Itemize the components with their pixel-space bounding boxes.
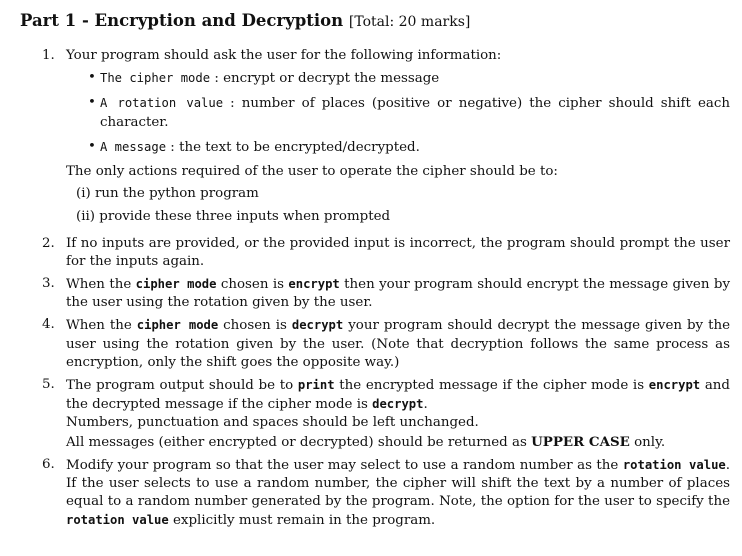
requirement-1 <box>20 47 730 227</box>
bullet-text: : encrypt or decrypt the message <box>210 71 440 87</box>
bullet-rotation-value <box>66 94 730 131</box>
code-term: print <box>297 378 335 393</box>
item-number: 1. <box>42 48 55 63</box>
action-item: (ii) provide these three inputs when prompted <box>76 209 391 225</box>
code-term: cipher mode <box>136 318 219 333</box>
code-term: rotation value <box>622 457 726 472</box>
action-item: (i) run the python program <box>76 186 259 202</box>
item-line <box>66 433 730 452</box>
item-text: explicitly must remain in the program. <box>168 513 436 529</box>
item-text: chosen is <box>216 277 289 293</box>
item-text: . If the user selects to use a random number, the cipher will shift the text by a number of places equal to a random number generated by the program. Note, the option for the user to specify the <box>66 457 731 510</box>
item-text: All messages (either encrypted or decrypted) should be returned as <box>66 434 532 450</box>
emphasis-text: UPPER CASE <box>531 433 630 450</box>
item-text: and the decrypted message if the cipher mode is <box>66 378 730 413</box>
actions-list <box>66 185 730 226</box>
bullet-code: A rotation value <box>100 96 224 111</box>
requirement-3 <box>20 275 730 312</box>
item-text: only. <box>629 434 666 450</box>
item-text: If no inputs are provided, or the provided input is incorrect, the program should prompt the user for the inputs again. <box>66 235 730 269</box>
requirement-5 <box>20 376 730 452</box>
section-title <box>20 10 730 33</box>
item-number: 3. <box>42 276 55 292</box>
item-text: your program should decrypt the message given by the user using the rotation given by the user. (Note that decryption follows the same process as encryption, only the shift goes the opposite way.) <box>66 318 730 370</box>
code-term: cipher mode <box>135 277 217 292</box>
total-marks: [Total: 20 marks] <box>348 14 471 30</box>
bullet-icon: • <box>88 70 96 86</box>
item-text: chosen is <box>218 318 292 334</box>
item-text: The program output should be to <box>66 378 298 394</box>
code-term: encrypt <box>288 277 340 292</box>
requirements-list <box>20 47 730 531</box>
item-number: 4. <box>42 317 55 333</box>
bullet-code: The cipher mode <box>100 71 211 86</box>
item-text: then your program should encrypt the message given by the user using the rotation given by the user. <box>66 277 731 311</box>
bullet-icon: • <box>88 138 96 154</box>
item-text: When the <box>66 277 136 293</box>
actions-text: The only actions required of the user to operate the cipher should be to: <box>66 164 558 180</box>
item-number: 5. <box>42 377 55 393</box>
bullet-cipher-mode <box>66 69 730 88</box>
item-line: Numbers, punctuation and spaces should be left unchanged. <box>66 415 479 431</box>
requirement-2 <box>20 235 730 271</box>
code-term: rotation value <box>66 513 169 528</box>
item-intro: Your program should ask the user for the following information: <box>66 48 502 63</box>
item-text: . <box>423 397 428 413</box>
item-text: Modify your program so that the user may select to use a random number as the <box>66 457 623 473</box>
requirement-4 <box>20 316 730 372</box>
code-term: encrypt <box>648 378 701 393</box>
item-number: 6. <box>42 456 55 472</box>
bullet-code: A message <box>100 139 167 154</box>
code-term: decrypt <box>372 397 424 412</box>
bullet-text: : number of places (positive or negative) the cipher should shift each character. <box>100 96 730 130</box>
bullet-message <box>66 138 730 157</box>
item-text: When the <box>66 318 137 334</box>
item-text: the encrypted message if the cipher mode is <box>334 378 649 394</box>
requirement-6 <box>20 456 730 531</box>
bullet-icon: • <box>88 95 96 111</box>
code-term: decrypt <box>291 318 344 333</box>
input-list <box>66 69 730 157</box>
item-number: 2. <box>42 235 55 251</box>
bullet-text: : the text to be encrypted/decrypted. <box>166 139 420 155</box>
title-text: Part 1 - Encryption and Decryption <box>20 11 344 30</box>
